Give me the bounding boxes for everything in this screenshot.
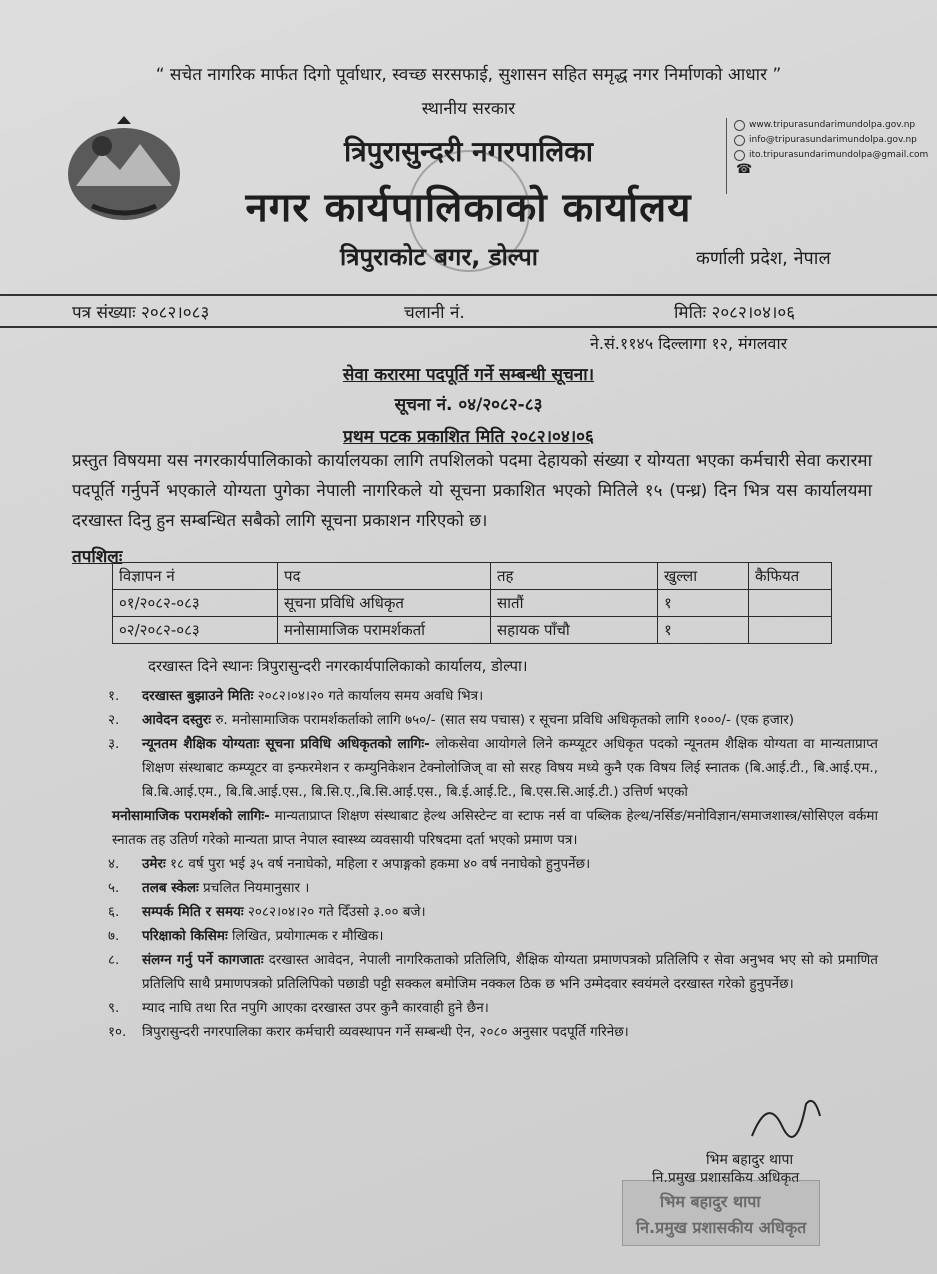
list-item bbox=[108, 996, 878, 1020]
globe-icon bbox=[734, 120, 745, 131]
item-label: उमेरः bbox=[142, 856, 166, 872]
office-name: नगर कार्यपालिकाको कार्यालय bbox=[245, 185, 692, 231]
stamp-designation: नि.प्रमुख प्रशासकीय अधिकृत bbox=[636, 1218, 807, 1237]
list-item bbox=[108, 684, 878, 708]
list-item bbox=[108, 900, 878, 924]
item-label: तलब स्केलः bbox=[142, 880, 199, 896]
item-number: ८. bbox=[108, 952, 120, 968]
table-cell bbox=[749, 590, 832, 617]
website-link[interactable]: www.tripurasundarimundolpa.gov.np bbox=[749, 120, 916, 130]
email-icon bbox=[734, 150, 745, 161]
dispatch-number: चलानी नं. bbox=[404, 303, 465, 323]
list-item bbox=[108, 924, 878, 948]
table-cell bbox=[749, 617, 832, 644]
item-label: सम्पर्क मिति र समयः bbox=[142, 904, 244, 920]
table-cell: सूचना प्रविधि अधिकृत bbox=[278, 590, 491, 617]
item-label: न्यूनतम शैक्षिक योग्यताः सूचना प्रविधि अधिकृतको लागिः- bbox=[142, 736, 430, 752]
list-item bbox=[108, 1020, 878, 1044]
table-header: कैफियत bbox=[749, 563, 832, 590]
table-row bbox=[113, 617, 832, 644]
item-label: आवेदन दस्तुरः bbox=[142, 712, 212, 728]
item-number: ५. bbox=[108, 880, 120, 896]
item-number: ४. bbox=[108, 856, 120, 872]
item-text: २०८२।०४।२० गते कार्यालय समय अवधि भित्र। bbox=[253, 688, 484, 704]
table-cell: ०१/२०८२-०८३ bbox=[113, 590, 278, 617]
item-number: १०. bbox=[108, 1024, 127, 1040]
list-item bbox=[108, 804, 878, 852]
details-heading: तपशिलः bbox=[72, 547, 123, 567]
item-number: ३. bbox=[108, 736, 120, 752]
item-text: प्रचलित नियमानुसार । bbox=[198, 880, 310, 896]
item-number: ९. bbox=[108, 1000, 120, 1016]
notice-number: सूचना नं. ०४/२०८२-८३ bbox=[394, 395, 543, 415]
item-text: लिखित, प्रयोगात्मक र मौखिक। bbox=[227, 928, 384, 944]
table-cell: मनोसामाजिक परामर्शकर्ता bbox=[278, 617, 491, 644]
table-header: विज्ञापन नं bbox=[113, 563, 278, 590]
item-number: २. bbox=[108, 712, 120, 728]
item-text: २०८२।०४।२० गते दिँउसो ३.०० बजे। bbox=[243, 904, 426, 920]
vacancy-table bbox=[112, 562, 832, 644]
table-row bbox=[113, 590, 832, 617]
government-label: स्थानीय सरकार bbox=[421, 99, 516, 119]
stamp-name: भिम बहादुर थापा bbox=[660, 1192, 761, 1211]
list-item bbox=[108, 948, 878, 996]
table-cell: १ bbox=[658, 590, 749, 617]
list-item bbox=[108, 708, 878, 732]
table-header: पद bbox=[278, 563, 491, 590]
province-label: कर्णाली प्रदेश, नेपाल bbox=[696, 248, 831, 269]
item-label: दरखास्त बुझाउने मितिः bbox=[142, 688, 254, 704]
list-item bbox=[108, 732, 878, 804]
email-icon bbox=[734, 135, 745, 146]
signatory-designation: नि.प्रमुख प्रशासकिय अधिकृत bbox=[652, 1170, 800, 1186]
item-label: संलग्न गर्नु पर्ने कागजातः bbox=[142, 952, 264, 968]
list-item bbox=[108, 876, 878, 900]
handwritten-signature-icon bbox=[748, 1086, 828, 1146]
table-cell: सहायक पाँचौ bbox=[491, 617, 658, 644]
application-place: दरखास्त दिने स्थानः त्रिपुरासुन्दरी नगरकार्यपालिकाको कार्यालय, डोल्पा। bbox=[148, 657, 528, 675]
notice-body: प्रस्तुत विषयमा यस नगरकार्यपालिकाको कार्यालयका लागि तपशिलको पदमा देहायको संख्या र योग्यता भएका कर्मचारी सेवा करारमा पदपूर्ति गर्नुपर्ने भएकाले योग्यता पुगेका नेपाली नागरिकले यो सूचना प्रकाशित भएको मितिले १५ (पन्ध्र) दिन भित्र यस कार्यालयमा दरखास्त दिनु हुन सम्बन्धित सबैको लागि सूचना प्रकाशन गरिएको छ। bbox=[72, 451, 872, 531]
email-link[interactable]: info@tripurasundarimundolpa.gov.np bbox=[749, 135, 917, 145]
table-cell: ०२/२०८२-०८३ bbox=[113, 617, 278, 644]
notice-title: सेवा करारमा पदपूर्ति गर्ने सम्बन्धी सूचना। bbox=[342, 365, 595, 385]
nepal-sambat-date: ने.सं.११४५ दिल्लागा १२, मंगलवार bbox=[590, 334, 788, 353]
item-number: ६. bbox=[108, 904, 120, 920]
letter-date: मितिः २०८२।०४।०६ bbox=[674, 303, 796, 323]
conditions-list bbox=[108, 684, 878, 1044]
item-number: १. bbox=[108, 688, 120, 704]
municipality-name: त्रिपुरासुन्दरी नगरपालिका bbox=[343, 135, 594, 168]
gmail-link[interactable]: ito.tripurasundarimundolpa@gmail.com bbox=[749, 150, 929, 160]
table-cell: १ bbox=[658, 617, 749, 644]
contact-divider bbox=[726, 118, 727, 194]
item-text: १८ वर्ष पुरा भई ३५ वर्ष ननाघेको, महिला र अपाङ्गको हकमा ४० वर्ष ननाघेको हुनुपर्नेछ। bbox=[165, 856, 591, 872]
item-text: दरखास्त आवेदन, नेपाली नागरिकताको प्रतिलिपि, शैक्षिक योग्यता प्रमाणपत्रको प्रतिलिपि र सेवा अनुभव भए सो को प्रमाणित प्रतिलिपि साथै प्रमाणपत्रको प्रतिलिपिको पछाडी पट्टी सक्कल बमोजिम नक्कल ठिक छ भनि उम्मेदवार स्वयंमले दरखास्त गरेको हुनुपर्नेछ। bbox=[142, 952, 878, 992]
item-number: ७. bbox=[108, 928, 120, 944]
item-text: म्याद नाघि तथा रित नपुगि आएका दरखास्त उपर कुनै कारवाही हुने छैन। bbox=[142, 1000, 489, 1016]
contact-block bbox=[734, 118, 928, 163]
item-text: रु. मनोसामाजिक परामर्शकर्ताको लागि ७५०/- (सात सय पचास) र सूचना प्रविधि अधिकृतको लागि १०००/- (एक हजार) bbox=[211, 712, 794, 728]
item-text: मान्यताप्राप्त शिक्षण संस्थाबाट हेल्थ असिस्टेन्ट वा स्टाफ नर्स वा पब्लिक हेल्थ/नर्सिङ/मनोविज्ञान/समाजशास्त्र/सोसिएल वर्कमा स्नातक तह उतिर्ण गरेको मान्यता प्राप्त नेपाल स्वास्थ्य व्यवसायी परिषदमा दर्ता भएको प्रमाण पत्र। bbox=[112, 808, 878, 848]
item-label: मनोसामाजिक परामर्शको लागिः- bbox=[112, 808, 270, 824]
phone-icon: ☎ bbox=[736, 162, 753, 177]
table-header-row bbox=[113, 563, 832, 590]
signatory-name: भिम बहादुर थापा bbox=[706, 1152, 794, 1168]
table-header: तह bbox=[491, 563, 658, 590]
header-rule bbox=[0, 294, 937, 296]
letter-number: पत्र संख्याः २०८२।०८३ bbox=[72, 303, 210, 323]
table-cell: सातौं bbox=[491, 590, 658, 617]
list-item bbox=[108, 852, 878, 876]
motto: “ सचेत नागरिक मार्फत दिगो पूर्वाधार, स्वच्छ सरसफाई, सुशासन सहित समृद्ध नगर निर्माणको आधार ” bbox=[155, 65, 782, 85]
table-header: खुल्ला bbox=[658, 563, 749, 590]
item-label: परिक्षाको किसिमः bbox=[142, 928, 228, 944]
published-date: प्रथम पटक प्रकाशित मिति २०८२।०४।०६ bbox=[343, 427, 594, 447]
ref-rule bbox=[0, 326, 937, 328]
item-text: लोकसेवा आयोगले लिने कम्प्यूटर अधिकृत पदको न्यूनतम शैक्षिक योग्यता वा मान्यताप्राप्त शिक्षण संस्थाबाट कम्प्यूटर वा इन्फरमेशन र कम्युनिकेशन टेक्नोलोजिज् वा सो सरह विषय मध्ये कुनै एक विषय लिई स्नातक (बि.आई.टी., बि.आई.एम., बि.बि.आई.एम., बि.बि.आई.एस., बि.सि.ए.,बि.सि.आई.एस., बि.ई.आई.टि., बि.एस.सि.आई.टी.) उत्तिर्ण भएको bbox=[142, 736, 879, 800]
item-text: त्रिपुरासुन्दरी नगरपालिका करार कर्मचारी व्यवस्थापन गर्ने सम्बन्धी ऐन, २०८० अनुसार पदपूर्ति गरिनेछ। bbox=[142, 1024, 629, 1040]
office-address: त्रिपुराकोट बगर, डोल्पा bbox=[340, 243, 538, 271]
